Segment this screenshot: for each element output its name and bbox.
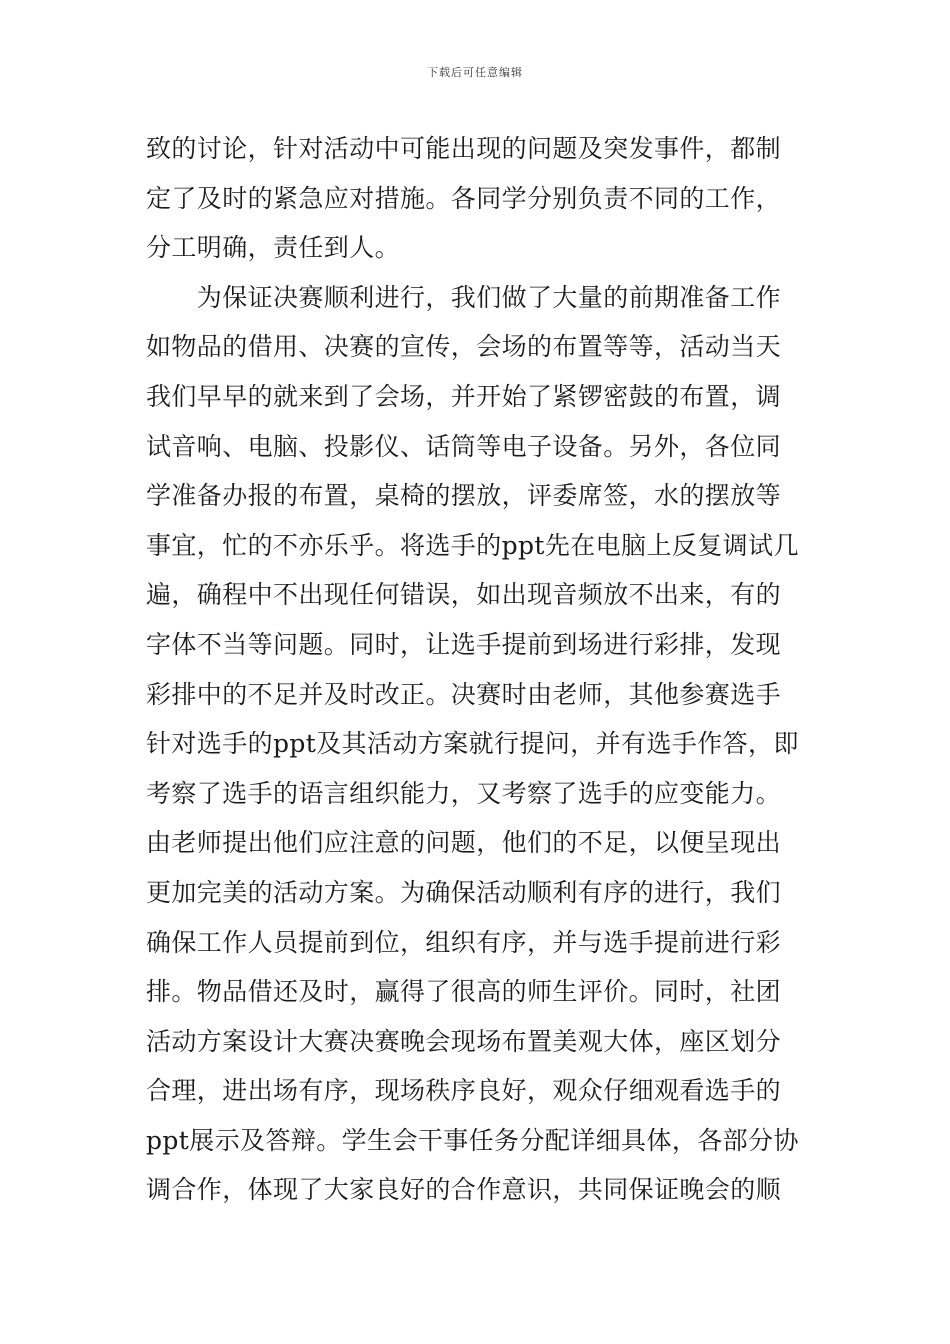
text-line: 我们早早的就来到了会场，并开始了紧锣密鼓的布置，调 bbox=[146, 381, 782, 411]
text-line: 学准备办报的布置，桌椅的摆放，评委席签，水的摆放等 bbox=[146, 481, 782, 511]
text-line: 彩排中的不足并及时改正。决赛时由老师，其他参赛选手 bbox=[146, 679, 782, 709]
text-line: 由老师提出他们应注意的问题，他们的不足，以便呈现出 bbox=[146, 828, 782, 858]
text-line: 试音响、电脑、投影仪、话筒等电子设备。另外，各位同 bbox=[146, 431, 782, 461]
text-line: 活动方案设计大赛决赛晚会现场布置美观大体，座区划分 bbox=[146, 1026, 782, 1056]
text-line: 更加完美的活动方案。为确保活动顺利有序的进行，我们 bbox=[146, 877, 782, 907]
text-line: ppt展示及答辩。学生会干事任务分配详细具体，各部分协 bbox=[146, 1125, 799, 1155]
text-line: 致的讨论，针对活动中可能出现的问题及突发事件，都制 bbox=[146, 134, 782, 163]
text-line: 为保证决赛顺利进行，我们做了大量的前期准备工作 bbox=[146, 282, 782, 312]
text-line: 排。物品借还及时，赢得了很高的师生评价。同时，社团 bbox=[146, 977, 782, 1007]
text-line: 合理，进出场有序，现场秩序良好，观众仔细观看选手的 bbox=[146, 1076, 782, 1106]
text-line: 分工明确，责任到人。 bbox=[146, 233, 401, 263]
text-line: 事宜，忙的不亦乐乎。将选手的ppt先在电脑上反复调试几 bbox=[146, 530, 799, 560]
text-line: 确保工作人员提前到位，组织有序，并与选手提前进行彩 bbox=[146, 927, 782, 957]
text-line: 定了及时的紧急应对措施。各同学分别负责不同的工作， bbox=[146, 183, 782, 213]
page-header: 下载后可任意编辑 bbox=[427, 66, 523, 79]
text-line: 考察了选手的语言组织能力，又考察了选手的应变能力。 bbox=[146, 778, 782, 808]
body-text bbox=[146, 124, 808, 1215]
text-line: 遍，确程中不出现任何错误，如出现音频放不出来，有的 bbox=[146, 580, 782, 610]
text-line: 调合作，体现了大家良好的合作意识，共同保证晚会的顺 bbox=[146, 1175, 782, 1205]
text-line: 字体不当等问题。同时，让选手提前到场进行彩排，发现 bbox=[146, 629, 782, 659]
text-line: 如物品的借用、决赛的宣传，会场的布置等等，活动当天 bbox=[146, 332, 782, 362]
text-line: 针对选手的ppt及其活动方案就行提问，并有选手作答，即 bbox=[146, 729, 799, 759]
